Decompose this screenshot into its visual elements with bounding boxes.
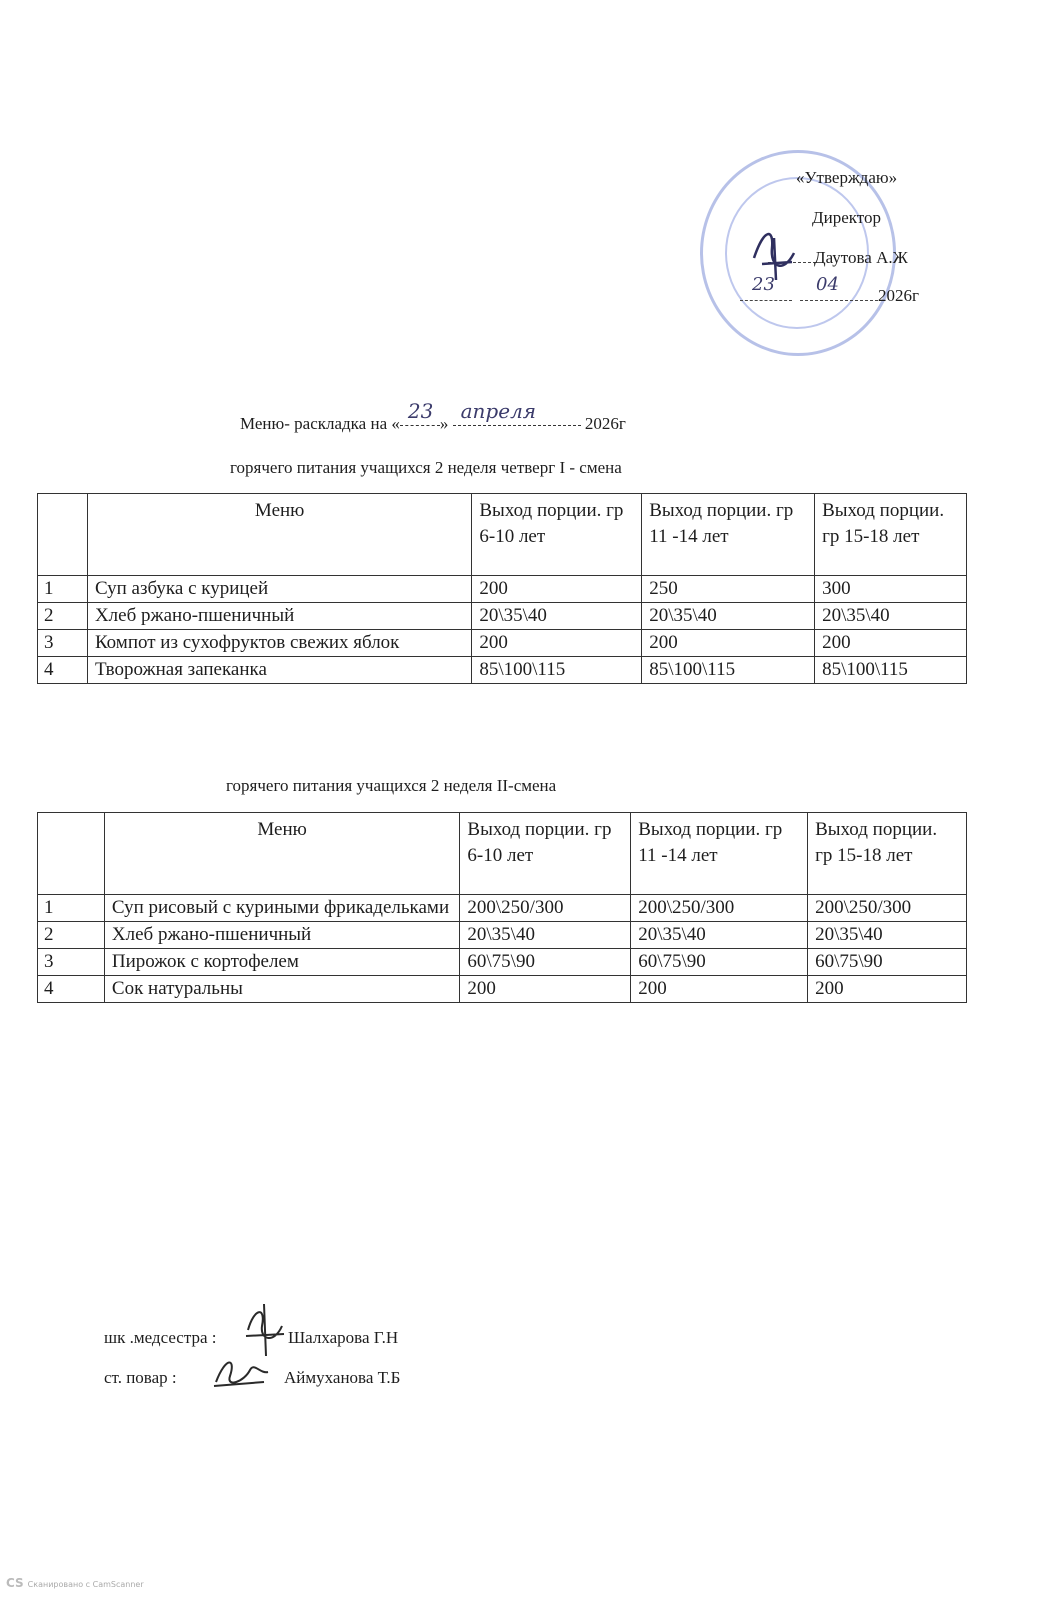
row-g2: 200 [642,630,815,657]
row-g2: 200\250/300 [631,895,808,922]
heading-quote-close: » [439,414,453,433]
header-group3: Выход порции. гр 15-18 лет [808,813,967,895]
row-g3: 85\100\115 [815,657,967,684]
scanner-watermark [6,1576,144,1590]
row-g2: 20\35\40 [631,922,808,949]
header-group1: Выход порции. гр 6-10 лет [472,494,642,576]
table2-caption: горячего питания учащихся 2 неделя II-смена [226,776,557,795]
heading-prefix: Меню- раскладка на « [240,414,400,433]
header-num [38,813,105,895]
table1-caption: горячего питания учащихся 2 неделя четверг I - смена [230,458,622,477]
row-num: 3 [38,949,105,976]
row-g3: 200 [815,630,967,657]
row-num: 4 [38,657,88,684]
row-g1: 20\35\40 [472,603,642,630]
table-row [38,657,967,684]
row-g2: 60\75\90 [631,949,808,976]
approval-month: 04 [816,274,839,295]
row-g3: 20\35\40 [808,922,967,949]
heading-month-line [453,398,581,426]
table-header-row [38,494,967,576]
cook-role: ст. повар : [104,1368,177,1387]
header-group2: Выход порции. гр 11 -14 лет [631,813,808,895]
row-g3: 300 [815,576,967,603]
table-header-row [38,813,967,895]
table-row [38,576,967,603]
row-dish: Хлеб ржано-пшеничный [104,922,460,949]
approval-year: 2026г [878,286,919,305]
table-row [38,895,967,922]
row-dish: Хлеб ржано-пшеничный [87,603,471,630]
heading-day: 23 [407,398,434,423]
row-g3: 20\35\40 [815,603,967,630]
row-g2: 85\100\115 [642,657,815,684]
cook-name: Аймуханова Т.Б [284,1368,401,1387]
row-g3: 200\250/300 [808,895,967,922]
approval-title: «Утверждаю» [796,168,898,187]
table-row [38,922,967,949]
header-group1: Выход порции. гр 6-10 лет [460,813,631,895]
row-dish: Сок натуральны [104,976,460,1003]
row-dish: Суп рисовый с куриными фрикадельками [104,895,460,922]
row-num: 3 [38,630,88,657]
row-g2: 20\35\40 [642,603,815,630]
approval-day: 23 [752,274,775,295]
table-row [38,976,967,1003]
row-num: 1 [38,576,88,603]
heading-day-line [400,398,440,426]
nurse-signature-icon [240,1300,290,1360]
approval-position: Директор [812,208,881,227]
table-row [38,603,967,630]
nurse-role: шк .медсестра : [104,1328,217,1347]
row-num: 1 [38,895,105,922]
scanner-logo: CS [6,1576,24,1590]
scanner-text: Сканировано с CamScanner [27,1580,144,1589]
header-group2: Выход порции. гр 11 -14 лет [642,494,815,576]
cook-signature-icon [210,1352,274,1392]
heading-year: 2026г [584,414,626,433]
header-menu: Меню [87,494,471,576]
date-day-line [740,300,792,301]
nurse-name: Шалхарова Г.Н [288,1328,399,1347]
date-month-line [800,300,878,301]
row-g1: 85\100\115 [472,657,642,684]
row-g3: 200 [808,976,967,1003]
menu-table-shift2 [37,812,967,1003]
row-g2: 200 [631,976,808,1003]
row-g1: 20\35\40 [460,922,631,949]
row-g1: 200\250/300 [460,895,631,922]
approval-block [700,150,960,360]
row-g1: 60\75\90 [460,949,631,976]
row-dish: Суп азбука с курицей [87,576,471,603]
row-num: 2 [38,603,88,630]
row-dish: Пирожок с кортофелем [104,949,460,976]
row-g1: 200 [472,630,642,657]
header-menu: Меню [104,813,460,895]
approval-name: Даутова А.Ж [814,248,908,267]
row-g1: 200 [460,976,631,1003]
header-num [38,494,88,576]
table-row [38,630,967,657]
row-dish: Творожная запеканка [87,657,471,684]
header-group3: Выход порции. гр 15-18 лет [815,494,967,576]
row-g2: 250 [642,576,815,603]
heading-month: апреля [460,398,537,423]
row-dish: Компот из сухофруктов свежих яблок [87,630,471,657]
menu-heading [240,398,626,434]
menu-table-shift1 [37,493,967,684]
row-num: 4 [38,976,105,1003]
row-num: 2 [38,922,105,949]
row-g3: 60\75\90 [808,949,967,976]
row-g1: 200 [472,576,642,603]
table-row [38,949,967,976]
